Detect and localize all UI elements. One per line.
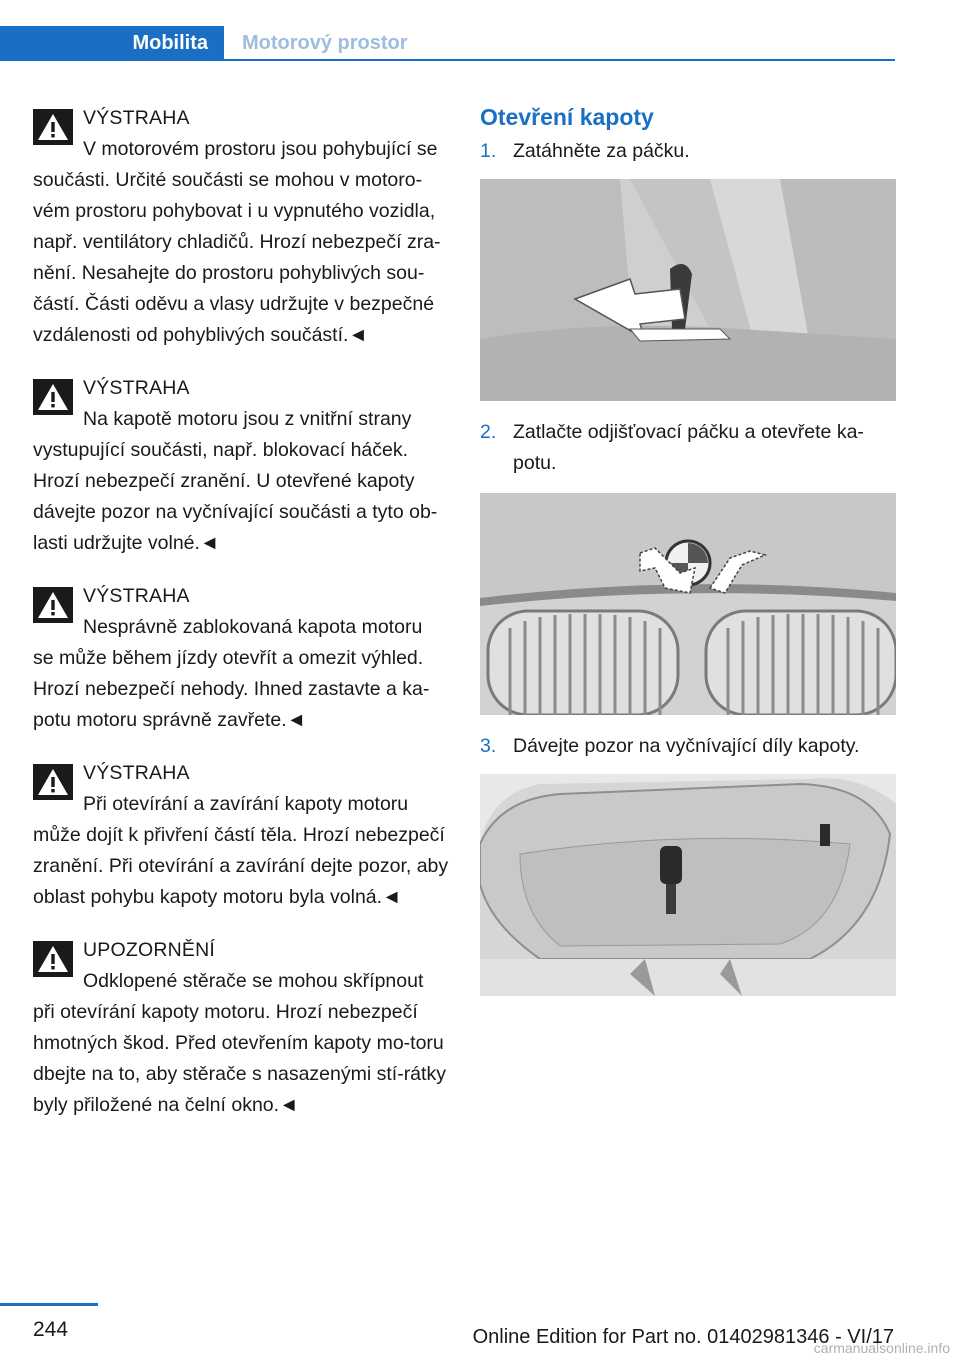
page-number: 244 xyxy=(33,1318,69,1341)
warning-text: V motorovém prostoru jsou pohybující se součásti. Určité součásti se mohou v motoro-vém prostoru pohybovat i u vypnutého vozidla, např. ventilátory chladičů. Hrozí nebezpečí zra-nění. Nesahejte do prostoru pohyblivých sou-částí. Části oděvu a vlasy udržujte v bezpečné vzdálenosti od pohyblivých součástí.◄ xyxy=(33,138,441,346)
step-text: Zatáhněte za páčku. xyxy=(513,140,690,162)
warning-triangle-icon xyxy=(33,764,73,800)
warning-block xyxy=(33,581,451,736)
step-3 xyxy=(480,731,896,762)
step-2 xyxy=(480,417,896,479)
warning-text: Nesprávně zablokovaná kapota motoru se může během jízdy otevřít a omezit výhled. Hrozí nebezpečí nehody. Ihned zastavte a ka-potu motoru správně zavřete.◄ xyxy=(33,616,430,731)
warning-text: Při otevírání a zavírání kapoty motoru může dojít k přivření částí těla. Hrozí nebezpečí zranění. Při otevírání a zavírání dejte pozor, aby oblast pohybu kapoty motoru byla volná.◄ xyxy=(33,793,449,908)
instructions-column xyxy=(480,100,896,996)
step-number: 1. xyxy=(480,140,497,162)
warning-triangle-icon xyxy=(33,379,73,415)
warning-triangle-icon xyxy=(33,941,73,977)
header-tab-motorovy-prostor[interactable]: Motorový prostor xyxy=(242,32,408,54)
warning-block xyxy=(33,758,451,913)
warning-title: VÝSTRAHA xyxy=(83,762,190,784)
warning-triangle-icon xyxy=(33,109,73,145)
edition-line: Online Edition for Part no. 01402981346 - VI/17 xyxy=(472,1326,894,1348)
hood-release-lever-illustration xyxy=(480,179,896,401)
step-number: 3. xyxy=(480,735,497,757)
step-text: Dávejte pozor na vyčnívající díly kapoty. xyxy=(513,735,860,757)
warnings-column xyxy=(33,103,451,1143)
figure-hood-release-lever xyxy=(480,179,896,401)
warning-title: VÝSTRAHA xyxy=(83,377,190,399)
watermark: carmanualsonline.info xyxy=(813,1340,950,1356)
notice-title: UPOZORNĚNÍ xyxy=(83,939,216,961)
header-tab-mobilita[interactable]: Mobilita xyxy=(0,26,224,61)
warning-title: VÝSTRAHA xyxy=(83,585,190,607)
page-header xyxy=(0,26,895,62)
warning-text: Na kapotě motoru jsou z vnitřní strany vystupující součásti, např. blokovací háček. Hrozí nebezpečí zranění. U otevřené kapoty dávejte pozor na vyčnívající součásti a tyto ob-lasti udržujte volné.◄ xyxy=(33,408,438,554)
notice-block xyxy=(33,935,451,1121)
figure-hood-underside xyxy=(480,774,896,996)
warning-block xyxy=(33,103,451,351)
figure-safety-catch xyxy=(480,493,896,715)
hood-underside-illustration xyxy=(480,774,896,996)
step-text: Zatlačte odjišťovací páčku a otevřete ka-potu. xyxy=(513,421,864,474)
step-number: 2. xyxy=(480,421,497,443)
safety-catch-illustration xyxy=(480,493,896,715)
section-title: Otevření kapoty xyxy=(480,104,654,130)
step-1 xyxy=(480,136,896,167)
warning-triangle-icon xyxy=(33,587,73,623)
footer-rule xyxy=(0,1303,98,1306)
warning-block xyxy=(33,373,451,559)
notice-text: Odklopené stěrače se mohou skřípnout při otevírání kapoty motoru. Hrozí nebezpečí hmotných škod. Před otevřením kapoty mo-toru dbejte na to, aby stěrače s nasazenými stí-rátky byly přiložené na čelní okno.◄ xyxy=(33,970,446,1116)
warning-title: VÝSTRAHA xyxy=(83,107,190,129)
header-rule xyxy=(0,59,895,61)
